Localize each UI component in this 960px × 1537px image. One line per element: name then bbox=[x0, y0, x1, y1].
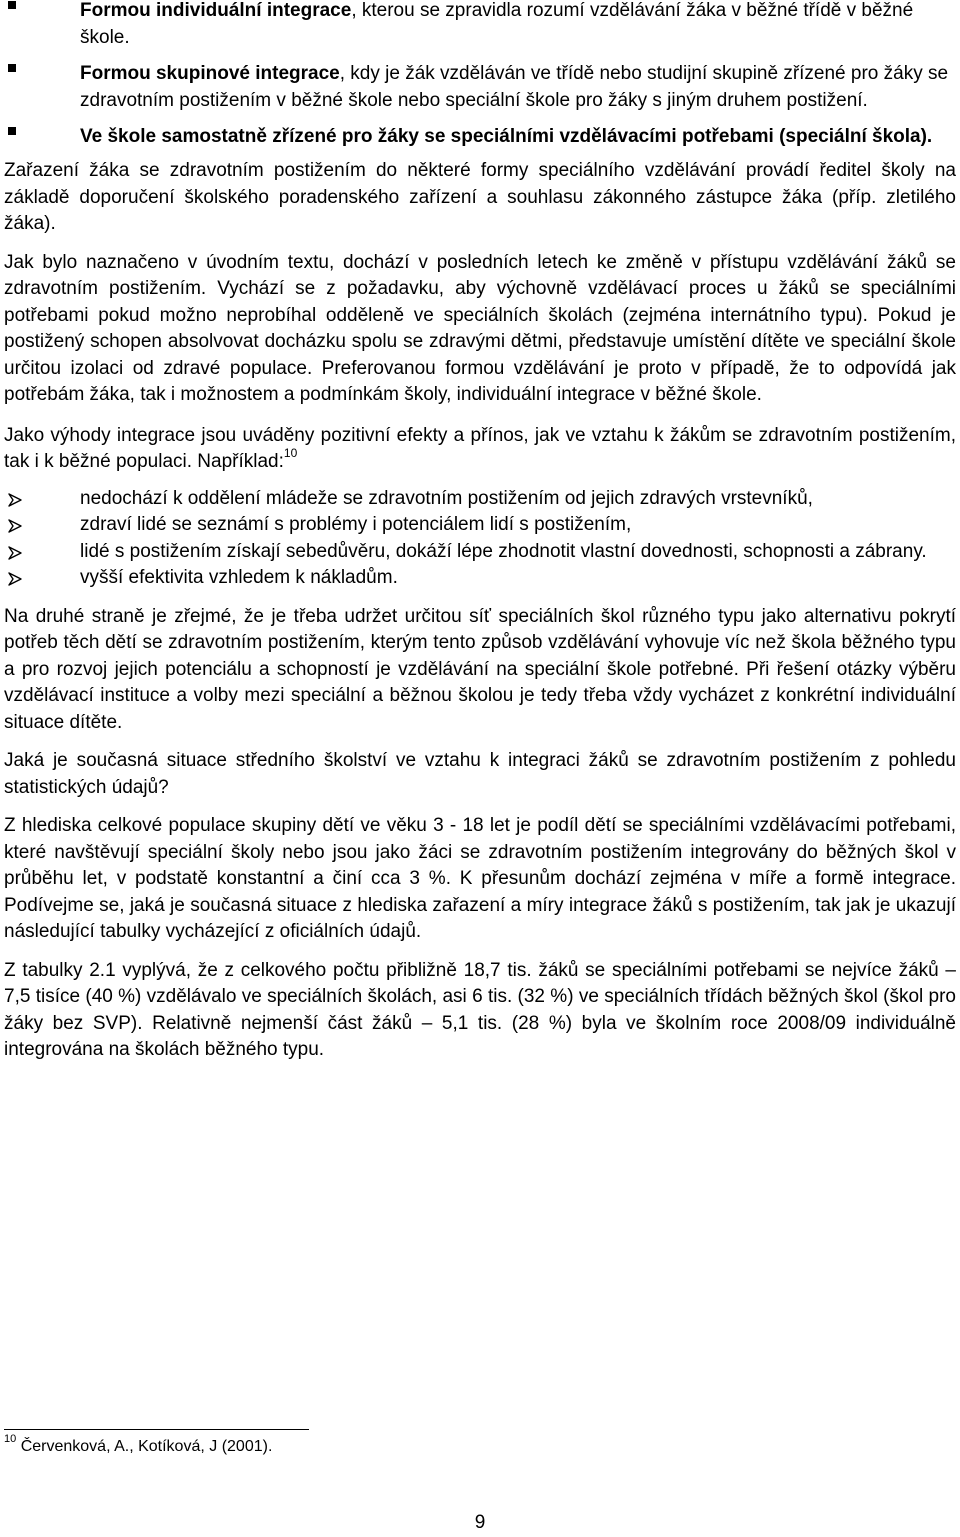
footnote-separator bbox=[4, 1429, 309, 1430]
paragraph: Z hlediska celkové populace skupiny dětí ve věku 3 - 18 let je podíl dětí se speciálními vzdělávacími potřebami, které navštěvují speciální školy nebo jsou jako žáci se zdravotním postižením integrovány do běžných škol v průběhu let, v podstatě konstantní a činí cca 3 %. K přesunům dochází zejména v míře a formě integrace. Podívejme se, jaká je současná situace z hlediska zařazení a míry integrace žáků s postižením, tak jak je ukazují následující tabulky vycházející z oficiálních údajů. bbox=[4, 815, 956, 942]
arrowhead-bullet-icon bbox=[8, 519, 22, 533]
integration-forms-list bbox=[4, 0, 956, 150]
bullet-bold-text: Formou skupinové integrace bbox=[80, 63, 340, 84]
paragraph: Zařazení žáka se zdravotním postižením do některé formy speciálního vzdělávání provádí ředitel školy na základě doporučení školského poradenského zařízení a souhlasu zákonného zástupce žáka (příp. zletilého žáka). bbox=[4, 160, 956, 234]
paragraph: Z tabulky 2.1 vyplývá, že z celkového počtu přibližně 18,7 tis. žáků se speciálními potřebami se nejvíce žáků – 7,5 tisíce (40 %) vzdělávalo ve speciálních školách, asi 6 tis. (32 %) ve speciálních třídách běžných škol (škol pro žáky bez SVP). Relativně nejmenší část žáků – 5,1 tis. (28 %) byla ve školním roce 2008/09 individuálně integrována na školách běžného typu. bbox=[4, 959, 956, 1060]
arrowhead-bullet-icon bbox=[8, 546, 22, 560]
bullet-bold-text: Formou individuální integrace bbox=[80, 0, 352, 21]
bullet-bold-text: Ve škole samostatně zřízené pro žáky se speciálními vzdělávacími potřebami (speciální škola). bbox=[80, 126, 933, 147]
footnote-number: 10 bbox=[4, 1432, 17, 1445]
bullet-text: , kdy je žák vzděláván ve třídě nebo studijní skupině zřízené pro žáky se zdravotním postižením v běžné škole nebo speciální škole pro žáky s jiným druhem postižení. bbox=[80, 63, 949, 111]
page-number: 9 bbox=[474, 1512, 486, 1533]
list-item bbox=[4, 539, 956, 566]
list-item bbox=[4, 60, 956, 114]
paragraph: Na druhé straně je zřejmé, že je třeba udržet určitou síť speciálních škol různého typu jako alternativu pokrytí potřeb těch dětí se zdravotním postižením, kterým tento způsob vzdělávání vyhovuje víc než škola běžného typu a pro rozvoj jejich potenciálu a schopností je vzdělávání na speciální škole potřebné. Při řešení otázky výběru vzdělávací instituce a volby mezi speciální a běžnou školou je tedy třeba vždy vycházet z konkrétní individuální situace dítěte. bbox=[4, 605, 956, 733]
paragraph: Jak bylo naznačeno v úvodním textu, dochází v posledních letech ke změně v přístupu vzdělávání žáků se zdravotním postižením. Vychází se z požadavku, aby výchovně vzdělávací proces u žáků se speciálními potřebami pokud možno neprobíhal odděleně ve speciálních školách (zejména internátního typu). Pokud je postižený schopen absolvovat docházku spolu se zdravými dětmi, představuje umístění dítěte ve speciální škole určitou izolaci od zdravé populace. Preferovanou formou vzdělávání je proto v případě, že to odpovídá jak potřebám žáka, tak i možnostem a podmínkám školy, individuální integrace v běžné škole. bbox=[4, 251, 956, 405]
footnote-text: Červenková, A., Kotíková, J (2001). bbox=[20, 1438, 273, 1455]
list-item-text: zdraví lidé se seznámí s problémy i potenciálem lidí s postižením, bbox=[80, 514, 632, 535]
list-item-text: nedochází k oddělení mládeže se zdravotním postižením od jejich zdravých vrstevníků, bbox=[80, 487, 813, 509]
list-item bbox=[4, 0, 956, 51]
footnote bbox=[4, 1432, 273, 1457]
paragraph-text: Jako výhody integrace jsou uváděny pozitivní efekty a přínos, jak ve vztahu k žákům se zdravotním postižením, tak i k běžné populaci. Například: bbox=[4, 424, 956, 472]
square-bullet-icon bbox=[8, 64, 16, 72]
list-item bbox=[4, 123, 956, 150]
advantages-list bbox=[4, 486, 956, 592]
footnote-reference[interactable]: 10 bbox=[283, 445, 298, 460]
list-item-text: vyšší efektivita vzhledem k nákladům. bbox=[80, 567, 398, 588]
list-item bbox=[4, 512, 956, 539]
square-bullet-icon bbox=[8, 1, 16, 9]
arrowhead-bullet-icon bbox=[8, 572, 22, 586]
list-item bbox=[4, 565, 956, 592]
paragraph bbox=[4, 423, 956, 476]
bullet-text: , kterou se zpravidla rozumí vzdělávání žáka v běžné třídě v běžné škole. bbox=[80, 0, 914, 48]
paragraph: Jaká je současná situace středního školství ve vztahu k integraci žáků se zdravotním postižením z pohledu statistických údajů? bbox=[4, 750, 956, 798]
list-item-text: lidé s postižením získají sebedůvěru, dokáží lépe zhodnotit vlastní dovednosti, schopnosti a zábrany. bbox=[80, 540, 927, 562]
square-bullet-icon bbox=[8, 127, 16, 135]
list-item bbox=[4, 486, 956, 513]
arrowhead-bullet-icon bbox=[8, 493, 22, 507]
